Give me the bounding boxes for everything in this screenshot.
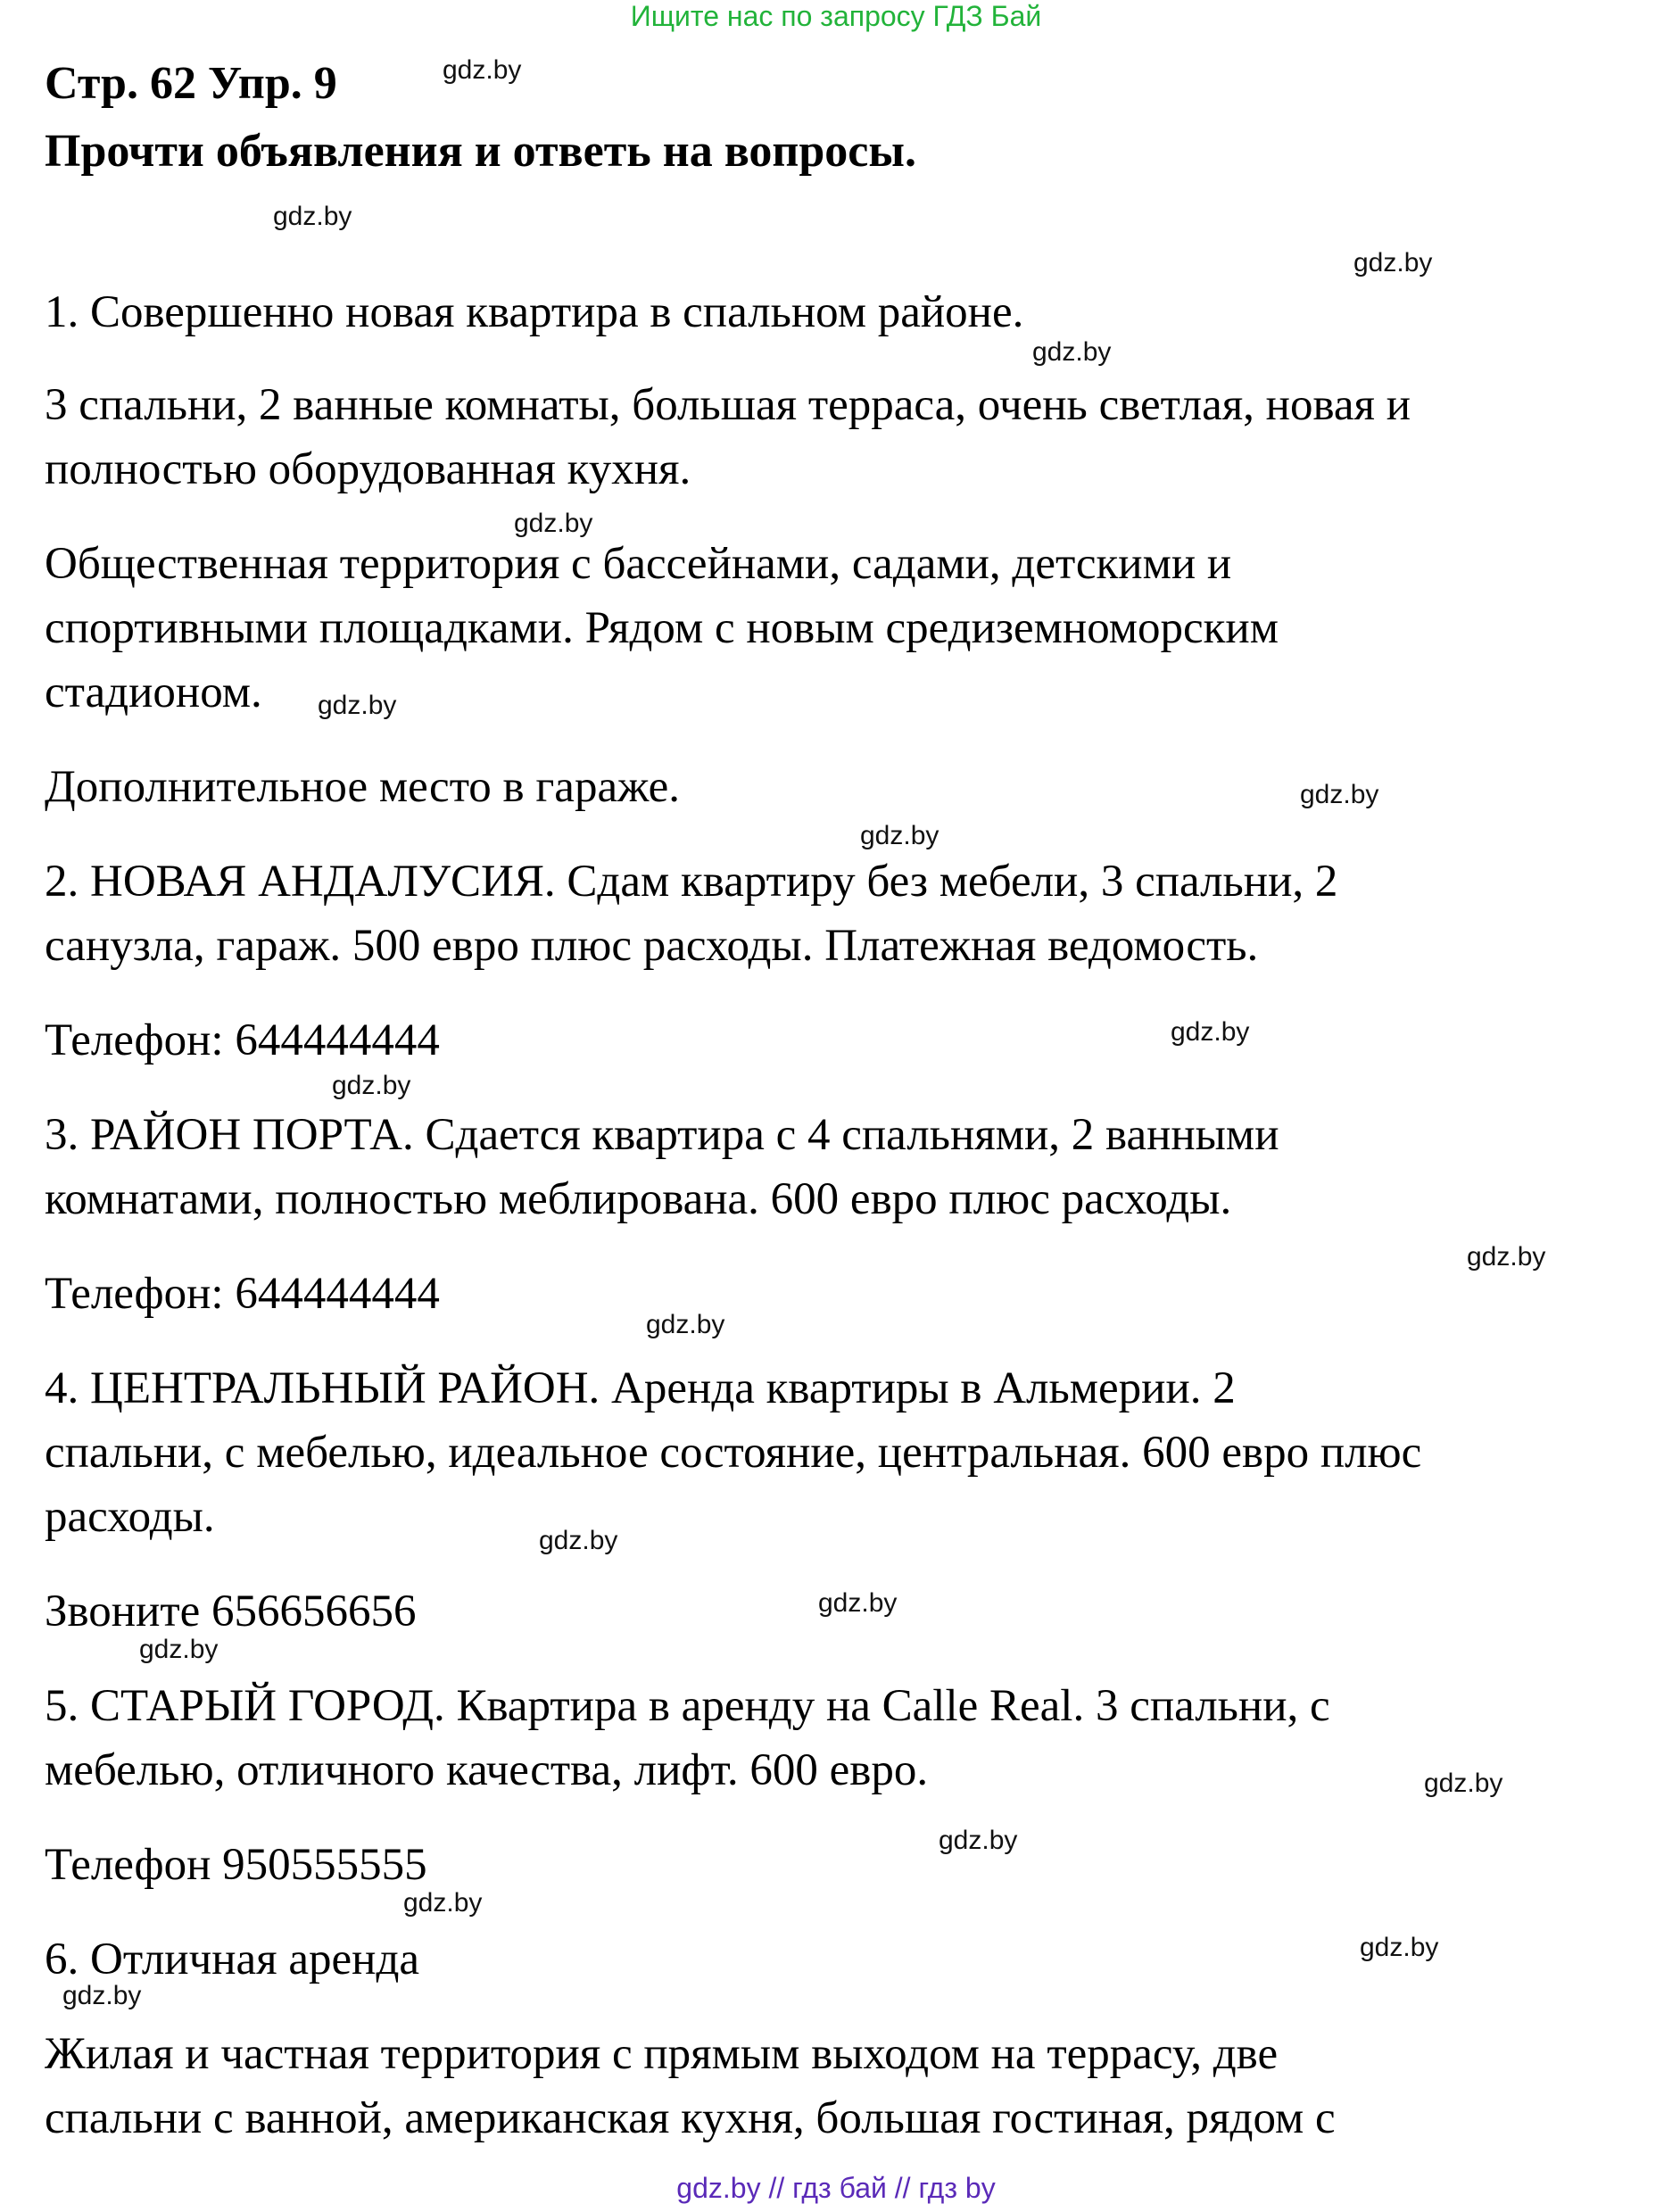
ad-3-line-1: 3. РАЙОН ПОРТА. Сдается квартира с 4 спальнями, 2 ванными [45,1110,1279,1160]
task-instruction: Прочти объявления и ответь на вопросы. [45,126,916,177]
ad-4-phone: Звоните 656656656 [45,1587,417,1636]
ad-2-line-1: 2. НОВАЯ АНДАЛУСИЯ. Сдам квартиру без мебели, 3 спальни, 2 [45,857,1338,907]
watermark: gdz.by [818,1588,898,1618]
ad-2-line-2: санузла, гараж. 500 евро плюс расходы. Платежная ведомость. [45,921,1259,971]
watermark: gdz.by [443,55,522,85]
watermark: gdz.by [62,1981,142,2010]
ad-2-phone: Телефон: 644444444 [45,1015,440,1065]
watermark: gdz.by [1353,248,1433,278]
ad-4-line-2: спальни, с мебелью, идеальное состояние, центральная. 600 евро плюс [45,1428,1422,1478]
ad-1-line-5: спортивными площадками. Рядом с новым средиземноморским [45,603,1279,653]
watermark: gdz.by [1300,780,1379,809]
ad-1-line-7: Дополнительное место в гараже. [45,762,681,812]
ad-1-line-6: стадионом. [45,667,262,717]
watermark: gdz.by [646,1310,725,1339]
watermark: gdz.by [318,691,397,720]
ad-6-line-1: 6. Отличная аренда [45,1934,420,1984]
watermark: gdz.by [403,1888,483,1918]
ad-5-line-1: 5. СТАРЫЙ ГОРОД. Квартира в аренду на Calle Real. 3 спальни, с [45,1681,1330,1731]
ad-6-line-2: Жилая и частная территория с прямым выходом на террасу, две [45,2029,1279,2079]
ad-1-line-4: Общественная территория с бассейнами, садами, детскими и [45,539,1232,589]
ad-3-line-2: комнатами, полностью меблирована. 600 евро плюс расходы. [45,1174,1232,1224]
bottom-banner-link[interactable]: gdz.by // гдз бай // гдз by [676,2172,996,2204]
ad-1-line-3: полностью оборудованная кухня. [45,444,691,494]
watermark: gdz.by [139,1635,219,1664]
ad-5-line-2: мебелью, отличного качества, лифт. 600 евро. [45,1745,929,1795]
watermark: gdz.by [332,1071,411,1100]
watermark: gdz.by [1171,1017,1250,1047]
watermark: gdz.by [1424,1769,1503,1798]
page-title: Стр. 62 Упр. 9 [45,58,337,109]
ad-5-phone: Телефон 950555555 [45,1840,427,1890]
watermark: gdz.by [939,1826,1018,1855]
watermark: gdz.by [860,821,939,850]
watermark: gdz.by [514,509,593,538]
top-banner-link[interactable]: Ищите нас по запросу ГДЗ Бай [630,0,1042,32]
watermark: gdz.by [539,1526,618,1555]
ad-1-line-1: 1. Совершенно новая квартира в спальном районе. [45,287,1024,337]
ad-4-line-3: расходы. [45,1492,215,1542]
watermark: gdz.by [1032,337,1112,367]
watermark: gdz.by [1467,1242,1546,1272]
ad-6-line-3: спальни с ванной, американская кухня, большая гостиная, рядом с [45,2093,1336,2143]
ad-4-line-1: 4. ЦЕНТРАЛЬНЫЙ РАЙОН. Аренда квартиры в Альмерии. 2 [45,1363,1236,1413]
watermark: gdz.by [273,202,352,231]
ad-1-line-2: 3 спальни, 2 ванные комнаты, большая терраса, очень светлая, новая и [45,380,1411,430]
watermark: gdz.by [1360,1933,1439,1962]
ad-3-phone: Телефон: 644444444 [45,1269,440,1319]
